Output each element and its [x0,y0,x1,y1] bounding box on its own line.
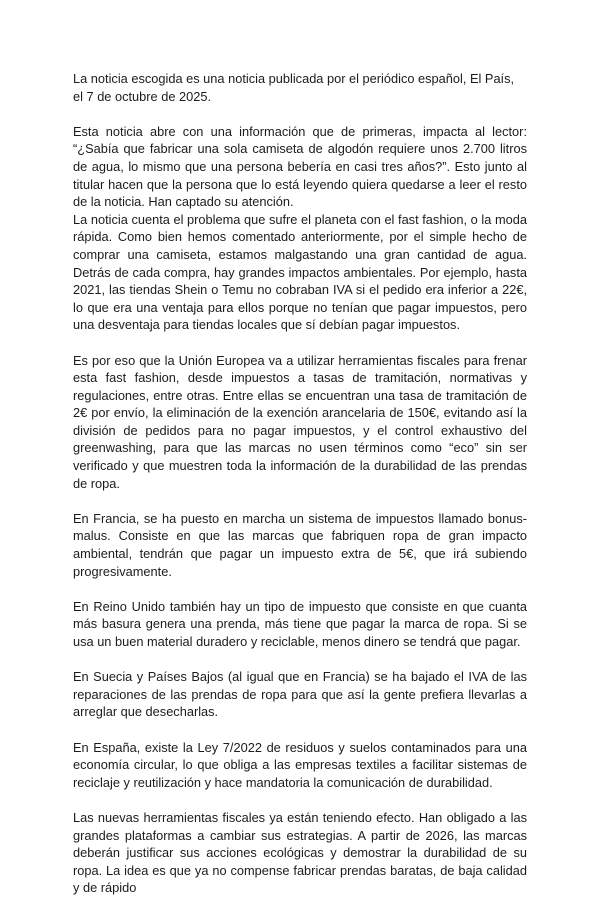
paragraph-sweden-netherlands: En Suecia y Países Bajos (al igual que en Francia) se ha bajado el IVA de las reparaciones de las prendas de ropa para que así la gente prefiera llevarlas a arreglar que desecharlas. [73,669,527,720]
paragraph-effects: Las nuevas herramientas fiscales ya están teniendo efecto. Han obligado a las grandes plataformas a cambiar sus estrategias. A partir de 2026, las marcas deberán justificar sus acciones ecológicas y demostrar la durabilidad de su ropa. La idea es que ya no compense fabricar prendas baratas, de baja calidad y de rápido [73,809,527,896]
document-page [73,70,527,915]
paragraph-uk: En Reino Unido también hay un tipo de impuesto que consiste en que cuanta más basura genera una prenda, más tiene que pagar la marca de ropa. Si se usa un buen material duradero y reciclable, menos dinero se tendrá que pagar. [73,598,527,649]
paragraph-problem: La noticia cuenta el problema que sufre el planeta con el fast fashion, o la moda rápida. Como bien hemos comentado anteriormente, por el simple hecho de comprar una camiseta, estamos malgastando una gran cantidad de agua. Detrás de cada compra, hay grandes impactos ambientales. Por ejemplo, hasta 2021, las tiendas Shein o Temu no cobraban IVA si el pedido era inferior a 22€, lo que era una ventaja para ellos porque no tenían que pagar impuestos, pero una desventaja para tiendas locales que sí debían pagar impuestos. [73,211,527,333]
paragraph-france: En Francia, se ha puesto en marcha un sistema de impuestos llamado bonus-malus. Consiste en que las marcas que fabriquen ropa de gran impacto ambiental, tendrán que pagar un impuesto extra de 5€, que irá subiendo progresivamente. [73,510,527,579]
paragraph-intro: La noticia escogida es una noticia publicada por el periódico español, El País, el 7 de octubre de 2025. [73,71,515,104]
paragraph-eu-measures: Es por eso que la Unión Europea va a utilizar herramientas fiscales para frenar esta fast fashion, desde impuestos a tasas de tramitación, normativas y regulaciones, entre otras. Entre ellas se encuentran una tasa de tramitación de 2€ por envío, la eliminación de la exención arancelaria de 150€, evitando así la división de pedidos para no pagar impuestos, y el control exhaustivo del greenwashing, para que las marcas no usen términos como “eco” sin ser verificado y que muestren toda la información de la durabilidad de las prendas de ropa. [73,352,527,491]
paragraph-spain: En España, existe la Ley 7/2022 de residuos y suelos contaminados para una economía circular, lo que obliga a las empresas textiles a facilitar sistemas de reciclaje y reutilización y hace mandatoria la comunicación de durabilidad. [73,739,527,790]
paragraph-opening: Esta noticia abre con una información que de primeras, impacta al lector: “¿Sabía que fabricar una sola camiseta de algodón requiere unos 2.700 litros de agua, lo mismo que una persona bebería en casi tres años?”. Esto junto al titular hacen que la persona que lo está leyendo quiera quedarse a leer el resto de la noticia. Han captado su atención. [73,123,527,210]
